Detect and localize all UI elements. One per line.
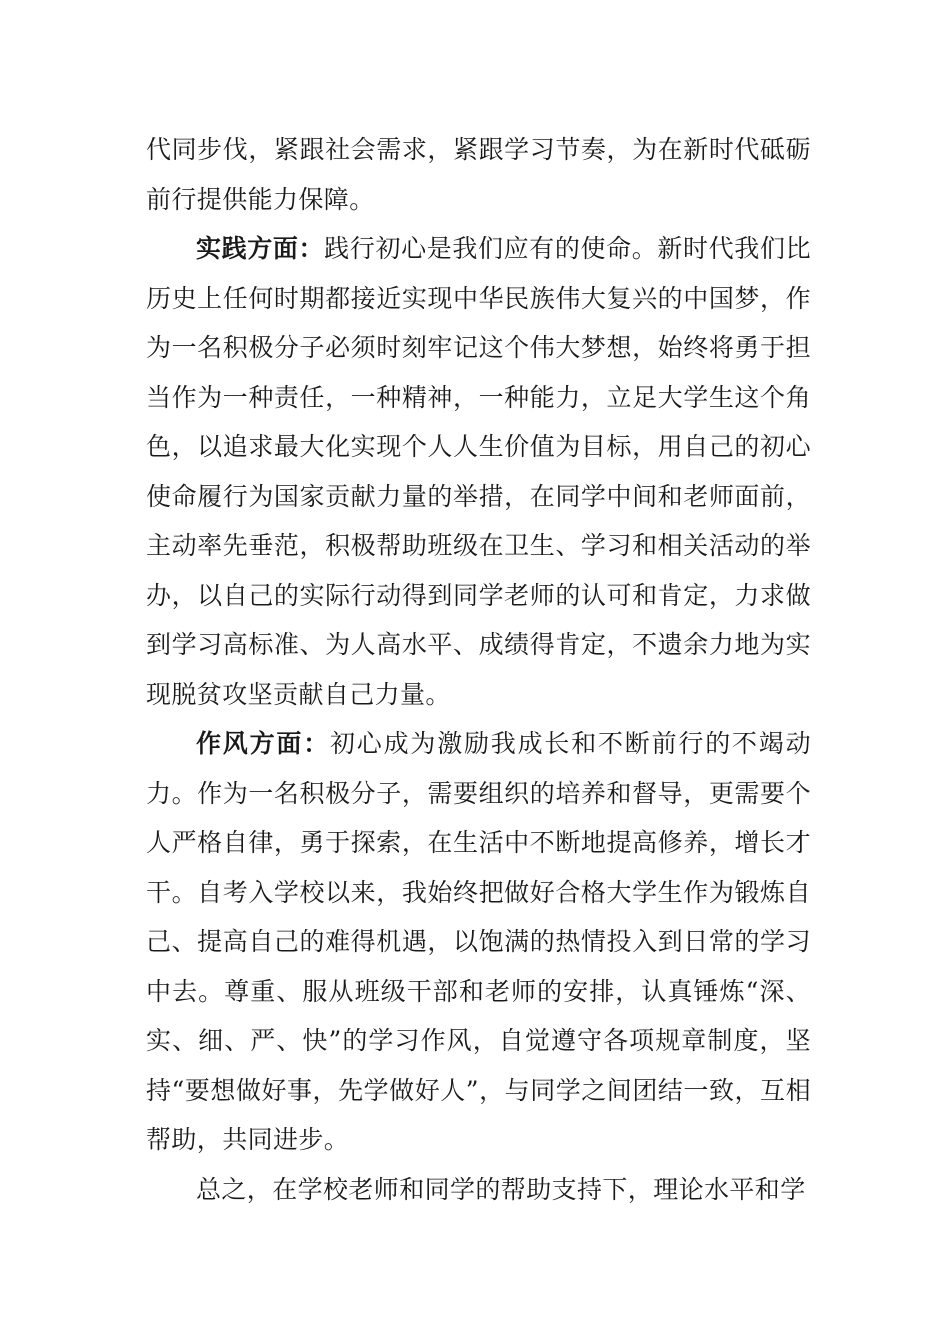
paragraph-heading: 实践方面： [196,234,325,263]
paragraph-heading: 作风方面： [196,729,330,758]
document-body [146,125,811,1214]
paragraph-text: 初心成为激励我成长和不断前行的不竭动力。作为一名积极分子，需要组织的培养和督导，更需要个人严格自律，勇于探索，在生活中不断地提高修养，增长才干。自考入学校以来，我始终把做好合格大学生作为锻炼自己、提高自己的难得机遇，以饱满的热情投入到日常的学习中去。尊重、服从班级干部和老师的安排，认真锤炼“深、实、细、严、快”的学习作风，自觉遵守各项规章制度，坚持“要想做好事，先学做好人”，与同学之间团结一致，互相帮助，共同进步。 [146,729,811,1154]
paragraph-text: 践行初心是我们应有的使命。新时代我们比历史上任何时期都接近实现中华民族伟大复兴的中国梦，作为一名积极分子必须时刻牢记这个伟大梦想，始终将勇于担当作为一种责任，一种精神，一种能力，立足大学生这个角色，以追求最大化实现个人人生价值为目标，用自己的初心使命履行为国家贡献力量的举措，在同学中间和老师面前，主动率先垂范，积极帮助班级在卫生、学习和相关活动的举办，以自己的实际行动得到同学老师的认可和肯定，力求做到学习高标准、为人高水平、成绩得肯定，不遗余力地为实现脱贫攻坚贡献自己力量。 [146,234,811,709]
paragraph-text: 代同步伐，紧跟社会需求，紧跟学习节奏，为在新时代砥砺前行提供能力保障。 [146,135,811,214]
paragraph-work-style [146,719,811,1165]
paragraph-text: 总之，在学校老师和同学的帮助支持下，理论水平和学 [196,1174,806,1204]
paragraph-conclusion [146,1165,811,1215]
paragraph-practice [146,224,811,719]
paragraph-continuation [146,125,811,224]
